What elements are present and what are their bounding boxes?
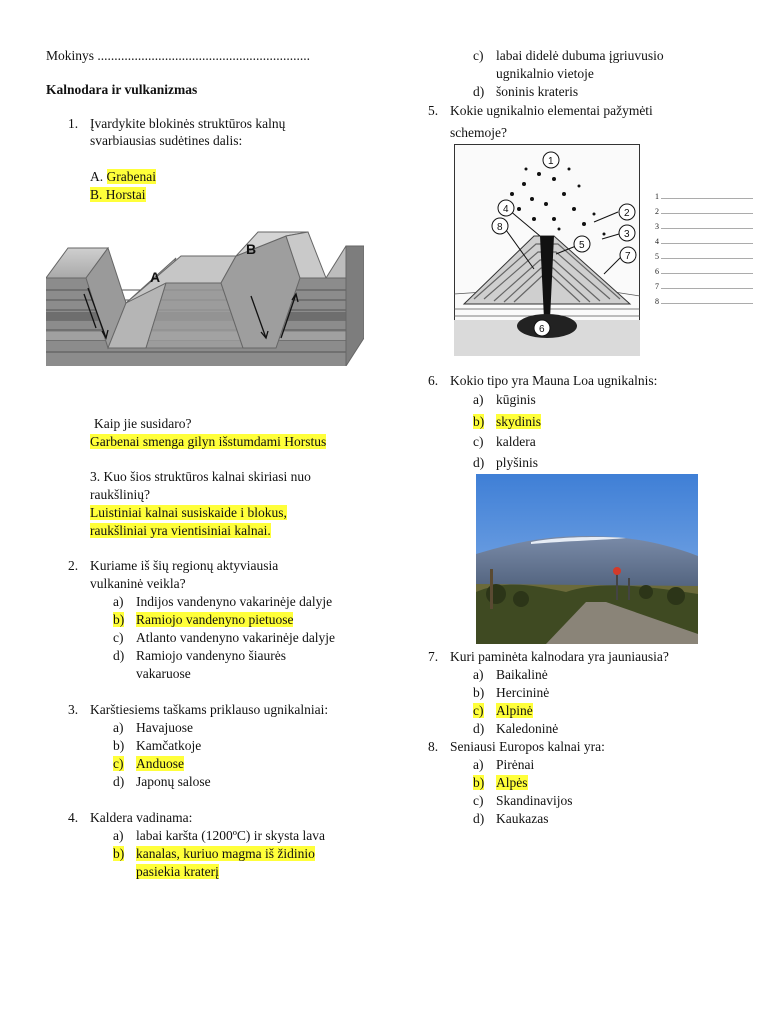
blank-line-7[interactable]: 7 .............................................. (655, 282, 753, 291)
q4-option-b: b) (113, 846, 125, 861)
q4-option-a-text: labai karšta (1200ºC) ir skysta lava (136, 828, 326, 843)
q1-number: 1. (68, 116, 79, 131)
q7-option-c-text: Alpinė (496, 703, 533, 718)
q6-option-a-text: kūginis (496, 392, 536, 407)
q3-option-b: b) (113, 738, 125, 753)
svg-text:7: 7 (625, 251, 631, 262)
blank-line-1[interactable]: 1 .............................................. (655, 192, 753, 201)
q6-line1: Kokio tipo yra Mauna Loa ugnikalnis: (450, 373, 658, 388)
svg-text:1: 1 (548, 156, 554, 167)
q6-number: 6. (428, 373, 439, 388)
q6-option-c-text: kaldera (496, 434, 536, 449)
q8-option-a-text: Pirėnai (496, 757, 535, 772)
q1-q3-line1: 3. Kuo šios struktūros kalnai skiriasi nuo (90, 469, 311, 484)
mauna-loa-photo (476, 474, 698, 644)
diagram-label-a: A (150, 269, 161, 285)
q1-q3-line2: raukšlinių? (90, 487, 150, 502)
blank-line-5[interactable]: 5 .............................................. (655, 252, 753, 261)
q4-option-c: c) (473, 48, 484, 63)
q4-option-c-text2: ugnikalnio vietoje (496, 66, 594, 81)
q2-number: 2. (68, 558, 79, 573)
q6-option-b-text: skydinis (496, 414, 542, 429)
svg-text:8: 8 (497, 222, 503, 233)
volcano-diagram (454, 144, 640, 356)
blank-line-4[interactable]: 4 .............................................. (655, 237, 753, 246)
q8-option-c: c) (473, 793, 484, 808)
student-name-line: Mokinys ............................................................... (46, 48, 311, 63)
svg-text:5: 5 (579, 240, 585, 251)
marker-6 (534, 320, 550, 336)
q8-option-d-text: Kaukazas (496, 811, 549, 826)
q4-option-a: a) (113, 828, 124, 843)
q1-sub-question: Kaip jie susidaro? (94, 416, 192, 431)
q2-option-d-cont: vakaruose (136, 666, 191, 681)
marker-5 (574, 236, 590, 252)
q2-option-d-text: Ramiojo vandenyno šiaurės (136, 648, 286, 663)
q2-option-b-text: Ramiojo vandenyno pietuose (136, 612, 294, 627)
blank-line-8[interactable]: 8 .............................................. (655, 297, 753, 306)
q8-line1: Seniausi Europos kalnai yra: (450, 739, 605, 754)
q2-line1: Kuriame iš šių regionų aktyviausia (90, 558, 279, 573)
q5-number: 5. (428, 103, 439, 118)
diagram-label-b: B (246, 241, 257, 257)
q8-option-d: d) (473, 811, 485, 826)
q4-number: 4. (68, 810, 79, 825)
q7-option-b: b) (473, 685, 485, 700)
q2-option-c-text: Atlanto vandenyno vakarinėje dalyje (136, 630, 336, 645)
q3-option-d: d) (113, 774, 125, 789)
q7-line1: Kuri paminėta kalnodara yra jauniausia? (450, 649, 669, 664)
q4-option-d-text: šoninis krateris (496, 84, 579, 99)
q6-option-c: c) (473, 434, 484, 449)
q7-option-c: c) (473, 703, 484, 718)
q3-option-c-text: Anduose (136, 756, 184, 771)
svg-text:3: 3 (624, 229, 630, 240)
q2-option-b: b) (113, 612, 125, 627)
marker-1 (543, 152, 559, 168)
q7-option-d-text: Kaledoninė (496, 721, 559, 736)
q1-line1: Įvardykite blokinės struktūros kalnų (90, 116, 286, 131)
q4-option-b-text1: kanalas, kuriuo magma iš židinio (136, 846, 315, 861)
q5-line2: schemoje? (450, 125, 507, 140)
q4-line1: Kaldera vadinama: (90, 810, 193, 825)
q6-option-d-text: plyšinis (496, 455, 539, 470)
q2-option-d: d) (113, 648, 125, 663)
blank-line-6[interactable]: 6 .............................................. (655, 267, 753, 276)
page-title: Kalnodara ir vulkanizmas (46, 82, 198, 97)
q8-option-b: b) (473, 775, 485, 790)
q3-option-c: c) (113, 756, 124, 771)
q7-option-b-text: Hercininė (496, 685, 550, 700)
q4-option-d: d) (473, 84, 485, 99)
q8-option-c-text: Skandinavijos (496, 793, 573, 808)
marker-7 (620, 247, 636, 263)
q5-line1: Kokie ugnikalnio elementai pažymėti (450, 103, 653, 118)
q3-option-d-text: Japonų salose (136, 774, 211, 789)
q7-option-a: a) (473, 667, 484, 682)
q3-option-a: a) (113, 720, 124, 735)
svg-text:2: 2 (624, 208, 630, 219)
q1-sub-answer: Garbenai smenga gilyn išstumdami Horstus (90, 434, 327, 449)
q1-answer-b: B. Horstai (90, 187, 146, 202)
q6-option-a: a) (473, 392, 484, 407)
blank-line-2[interactable]: 2 .............................................. (655, 207, 753, 216)
q3-option-b-text: Kamčatkoje (136, 738, 202, 753)
q3-line1: Karštiesiems taškams priklauso ugnikalniai: (90, 702, 329, 717)
q1-q3-answer2: raukšliniai yra vientisiniai kalnai. (90, 523, 271, 538)
block-fault-diagram (46, 228, 364, 366)
q3-option-a-text: Havajuose (136, 720, 193, 735)
q1-q3-answer1: Luistiniai kalnai susiskaide i blokus, (90, 505, 287, 520)
q6-option-d: d) (473, 455, 485, 470)
q8-option-a: a) (473, 757, 484, 772)
marker-2 (619, 204, 635, 220)
marker-4 (498, 200, 514, 216)
marker-3 (619, 225, 635, 241)
q8-number: 8. (428, 739, 439, 754)
q8-option-b-text: Alpės (496, 775, 528, 790)
q2-option-a: a) (113, 594, 124, 609)
q4-option-b-text2: pasiekia kraterį (136, 864, 219, 879)
svg-text:6: 6 (539, 324, 545, 335)
q1-answer-a: A. Grabenai (90, 169, 156, 184)
q2-line2: vulkaninė veikla? (90, 576, 186, 591)
q7-option-a-text: Baikalinė (496, 667, 548, 682)
blank-line-3[interactable]: 3 .............................................. (655, 222, 753, 231)
q4-option-c-text1: labai didelė dubuma įgriuvusio (496, 48, 664, 63)
q2-option-a-text: Indijos vandenyno vakarinėje dalyje (136, 594, 333, 609)
svg-text:4: 4 (503, 204, 509, 215)
q1-line2: svarbiausias sudėtines dalis: (90, 133, 243, 148)
q3-number: 3. (68, 702, 79, 717)
q6-option-b: b) (473, 414, 485, 429)
marker-8 (492, 218, 508, 234)
q7-option-d: d) (473, 721, 485, 736)
q2-option-c: c) (113, 630, 124, 645)
q7-number: 7. (428, 649, 439, 664)
